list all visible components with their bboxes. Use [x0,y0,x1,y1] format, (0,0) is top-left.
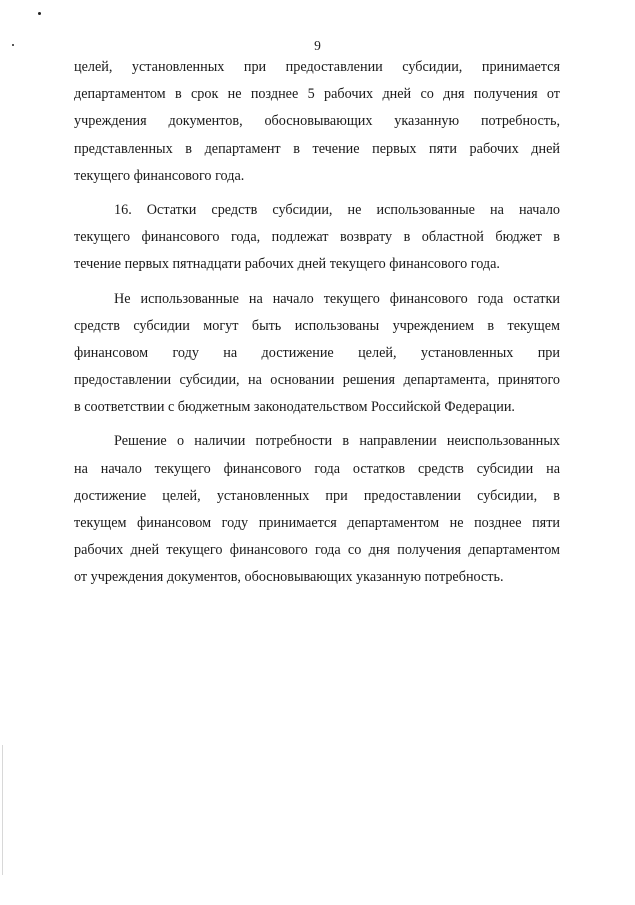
paragraph [74,428,560,591]
text-line: на начало текущего финансового года остатков средств субсидии на [74,460,560,477]
text-line: департаментом в срок не позднее 5 рабочих дней со дня получения от [74,86,560,103]
page-number: 9 [314,38,321,53]
text-line: текущем финансовом году принимается департаментом не позднее пяти [74,515,560,531]
text-line: средств субсидии могут быть использованы учреждением в текущем [74,317,560,334]
text-line: целей, установленных при предоставлении субсидии, принимается [74,59,560,75]
text-line: предоставлении субсидии, на основании решения департамента, принятого [74,372,560,389]
text-line: учреждения документов, обосновывающих указанную потребность, [74,113,560,130]
text-line: текущего финансового года. [74,167,245,184]
text-line: в соответствии с бюджетным законодательством Российской Федерации. [74,399,515,416]
text-line: течение первых пятнадцати рабочих дней текущего финансового года. [74,256,500,273]
document-body [74,54,560,599]
text-line: достижение целей, установленных при предоставлении субсидии, в [74,487,560,504]
text-line: от учреждения документов, обосновывающих указанную потребность. [74,569,504,586]
text-line: Не использованные на начало текущего финансового года остатки [114,290,560,307]
text-line: представленных в департамент в течение первых пяти рабочих дней [74,140,560,157]
text-line: 16. Остатки средств субсидии, не использованные на начало [114,201,560,218]
paragraph [74,286,560,422]
text-line: рабочих дней текущего финансового года со дня получения департаментом [74,542,560,559]
paragraph [74,54,560,190]
text-line: текущего финансового года, подлежат возврату в областной бюджет в [74,229,560,246]
scan-speck [38,12,41,15]
text-line: финансовом году на достижение целей, установленных при [74,344,560,361]
scan-edge-shadow [2,745,3,875]
text-line: Решение о наличии потребности в направлении неиспользованных [114,433,560,450]
paragraph [74,197,560,279]
